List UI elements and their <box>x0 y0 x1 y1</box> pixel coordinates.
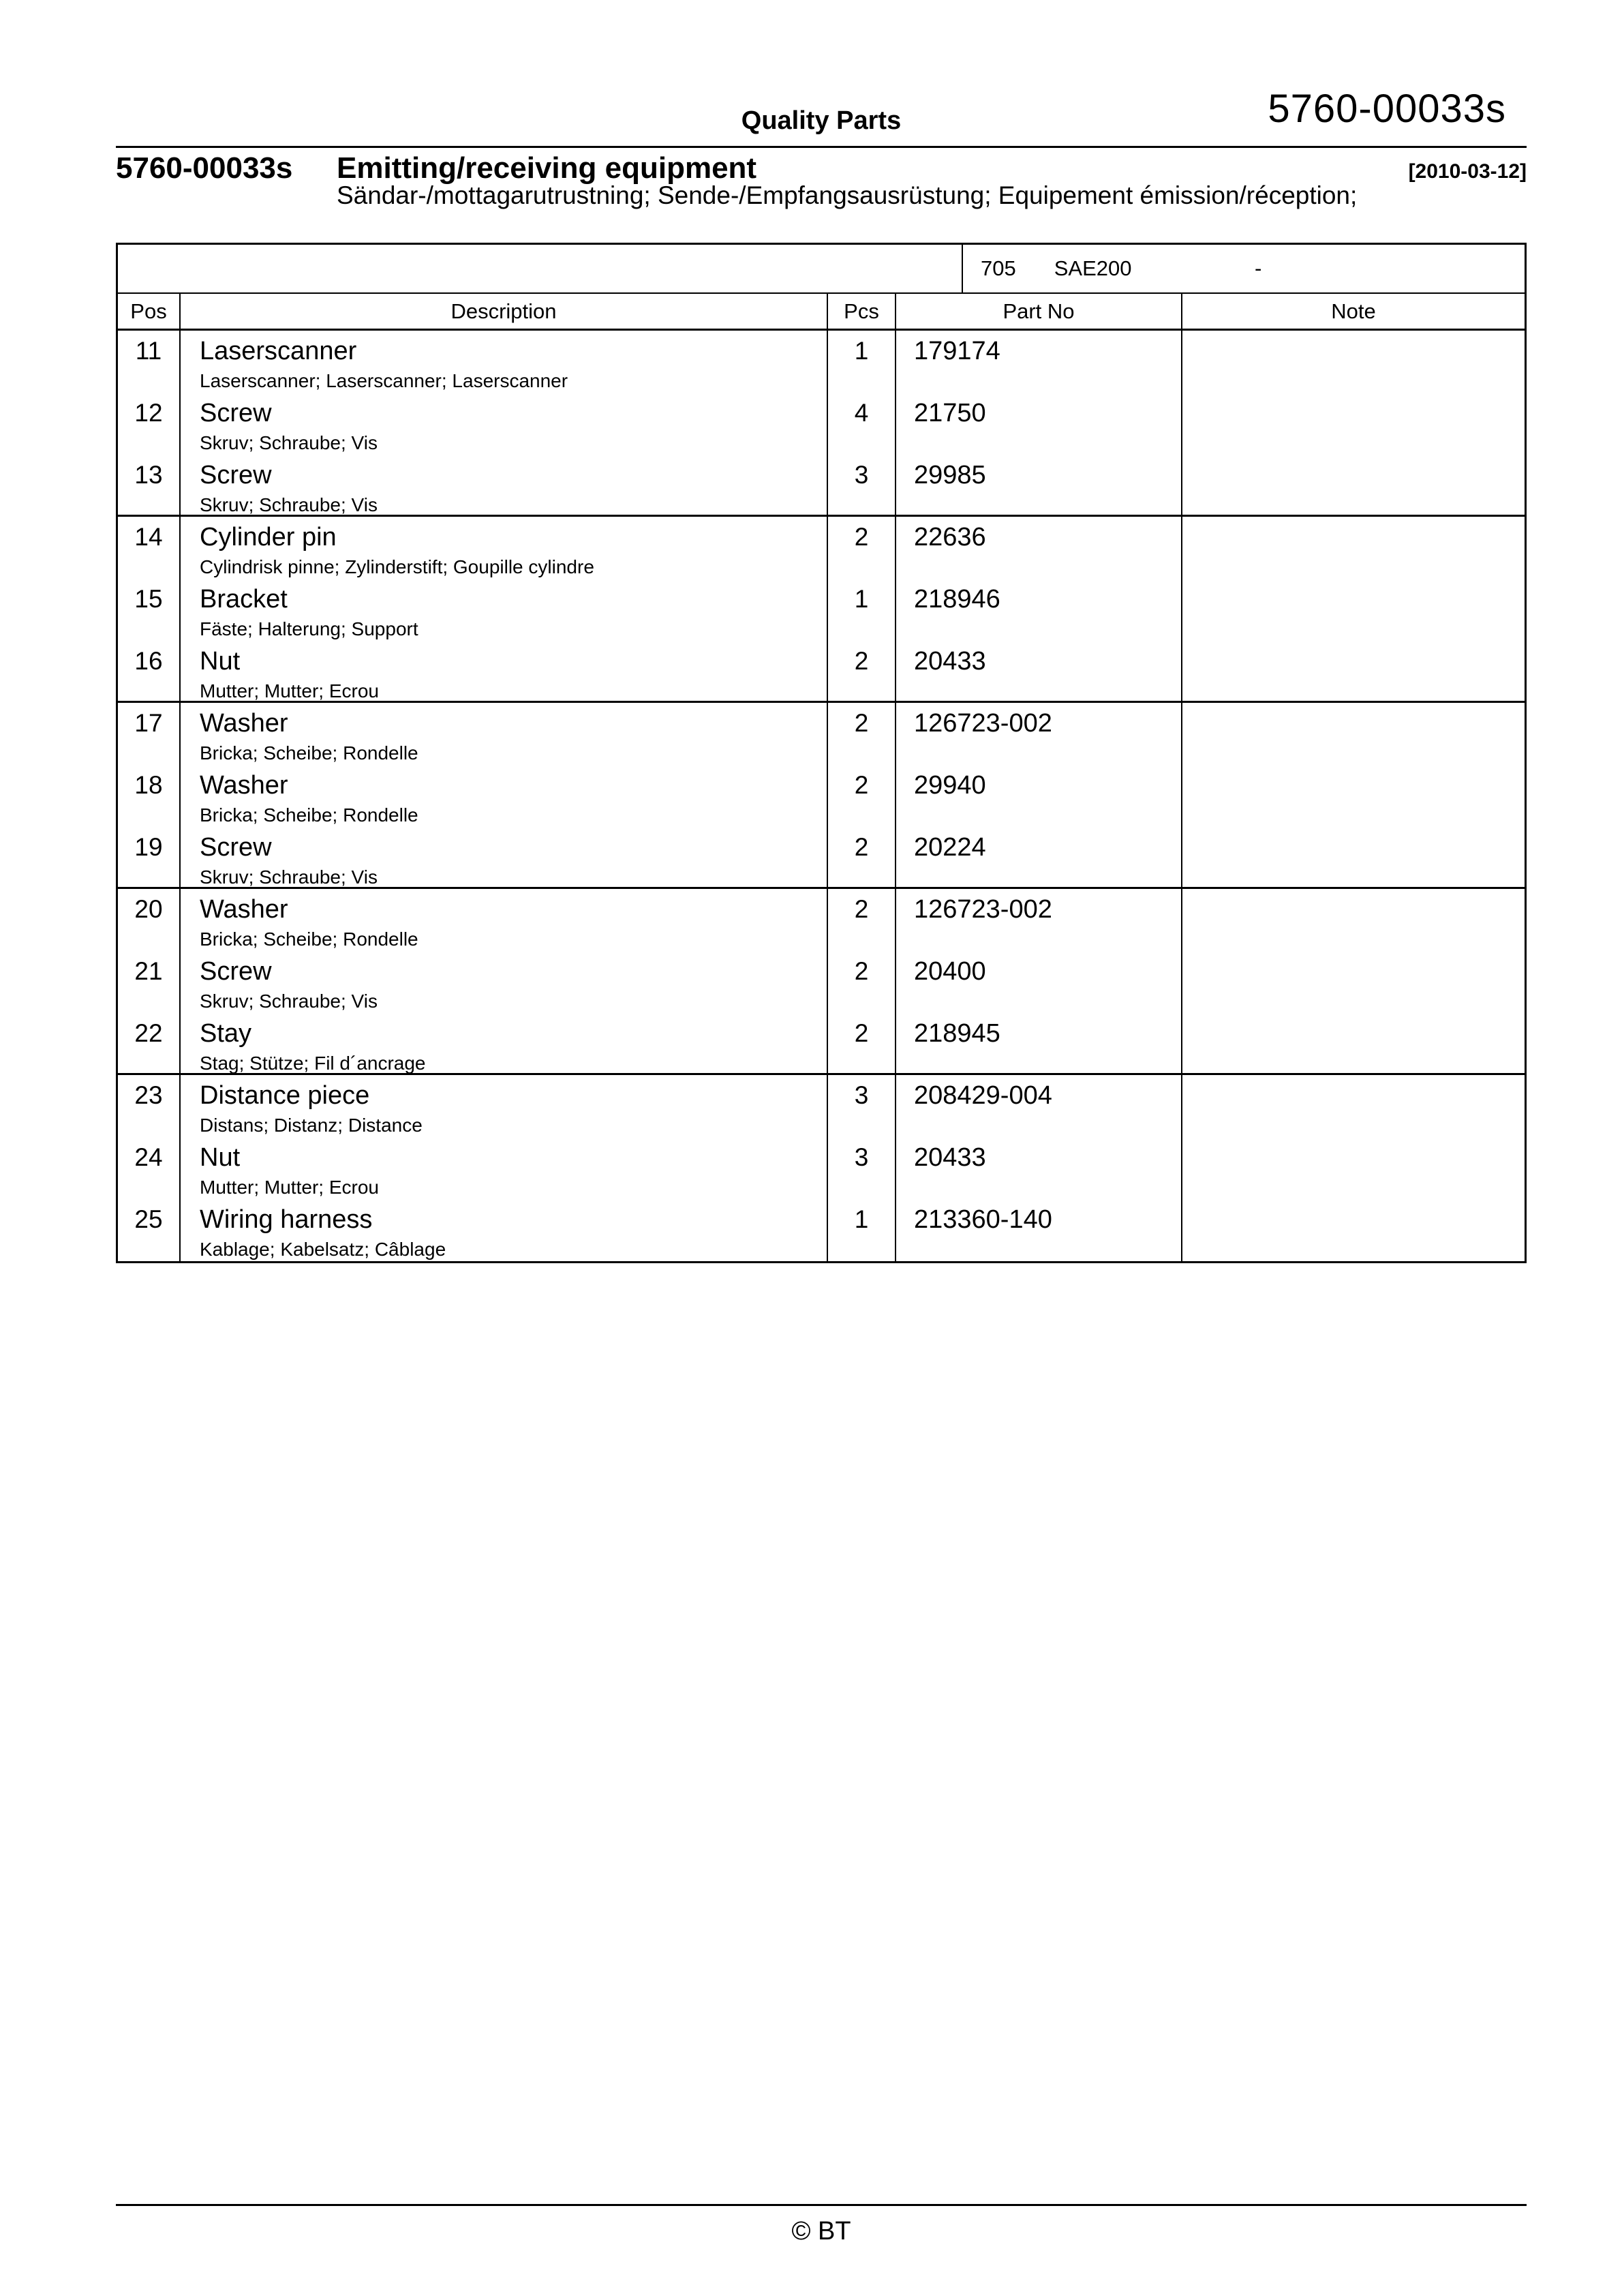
part-no-cell: 126723-002 <box>895 703 1181 765</box>
table-row <box>118 393 1525 455</box>
column-header-note: Note <box>1181 294 1525 329</box>
description-cell <box>179 517 827 579</box>
description-cell <box>179 703 827 765</box>
description-cell <box>179 1075 827 1137</box>
table-row <box>118 455 1525 517</box>
model-row <box>118 245 1525 294</box>
description-main: Nut <box>200 647 241 676</box>
part-no-cell: 22636 <box>895 517 1181 579</box>
column-header-description: Description <box>179 294 827 329</box>
description-cell <box>179 641 827 701</box>
model-name: SAE200 <box>1054 256 1132 280</box>
note-cell <box>1181 455 1525 515</box>
part-no-cell: 20433 <box>895 641 1181 701</box>
description-translations: Skruv; Schraube; Vis <box>200 432 378 453</box>
doc-number-header: 5760-00033s <box>1268 87 1506 131</box>
table-row <box>118 641 1525 703</box>
pos-cell: 13 <box>134 461 163 489</box>
note-cell <box>1181 331 1525 393</box>
pos-cell: 20 <box>134 895 163 923</box>
description-main: Cylinder pin <box>200 523 337 552</box>
part-no-cell: 218946 <box>895 579 1181 641</box>
table-row <box>118 765 1525 827</box>
pcs-cell: 2 <box>827 517 895 579</box>
model-serial-range: - <box>1255 256 1262 280</box>
table-row <box>118 1137 1525 1199</box>
description-translations: Stag; Stütze; Fil d´ancrage <box>200 1053 426 1073</box>
description-cell <box>179 455 827 515</box>
pos-cell: 15 <box>134 585 163 613</box>
description-main: Screw <box>200 399 272 427</box>
part-no-cell: 29985 <box>895 455 1181 515</box>
revision-date: [2010-03-12] <box>1408 160 1527 183</box>
pcs-cell: 1 <box>827 579 895 641</box>
table-row <box>118 827 1525 889</box>
title-doc-number: 5760-00033s <box>116 151 293 185</box>
pcs-cell: 3 <box>827 1075 895 1137</box>
pos-cell: 18 <box>134 771 163 799</box>
pcs-cell: 1 <box>827 1199 895 1261</box>
table-row <box>118 1013 1525 1075</box>
part-no-cell: 208429-004 <box>895 1075 1181 1137</box>
part-no-cell: 218945 <box>895 1013 1181 1073</box>
description-main: Washer <box>200 771 288 800</box>
part-no-cell: 20400 <box>895 951 1181 1013</box>
description-main: Wiring harness <box>200 1205 373 1234</box>
description-translations: Bricka; Scheibe; Rondelle <box>200 804 418 826</box>
pcs-cell: 2 <box>827 889 895 951</box>
note-cell <box>1181 579 1525 641</box>
pos-cell: 23 <box>134 1081 163 1109</box>
note-cell <box>1181 517 1525 579</box>
pcs-cell: 1 <box>827 331 895 393</box>
note-cell <box>1181 1013 1525 1073</box>
table-row <box>118 1199 1525 1261</box>
pcs-cell: 2 <box>827 703 895 765</box>
description-cell <box>179 827 827 887</box>
note-cell <box>1181 703 1525 765</box>
pcs-cell: 2 <box>827 765 895 827</box>
pcs-cell: 2 <box>827 1013 895 1073</box>
note-cell <box>1181 1137 1525 1199</box>
part-no-cell: 20433 <box>895 1137 1181 1199</box>
table-body <box>118 331 1525 1261</box>
description-translations: Bricka; Scheibe; Rondelle <box>200 928 418 950</box>
description-main: Stay <box>200 1019 252 1048</box>
description-cell <box>179 765 827 827</box>
part-no-cell: 213360-140 <box>895 1199 1181 1261</box>
pcs-cell: 2 <box>827 827 895 887</box>
pos-cell: 16 <box>134 647 163 675</box>
pos-cell: 24 <box>134 1143 163 1171</box>
description-translations: Skruv; Schraube; Vis <box>200 866 378 887</box>
table-row <box>118 517 1525 579</box>
table-header-row <box>118 294 1525 331</box>
description-cell <box>179 331 827 393</box>
pcs-cell: 4 <box>827 393 895 455</box>
title-translations: Sändar-/mottagarutrustning; Sende-/Empfangsausrüstung; Equipement émission/réception; <box>337 181 1358 209</box>
pos-cell: 22 <box>134 1019 163 1047</box>
model-code: 705 <box>981 256 1016 280</box>
description-main: Washer <box>200 895 288 924</box>
description-main: Laserscanner <box>200 337 357 365</box>
pos-cell: 12 <box>134 399 163 427</box>
model-cell <box>962 245 1525 292</box>
description-cell <box>179 889 827 951</box>
brand-title: Quality Parts <box>741 106 902 135</box>
description-translations: Laserscanner; Laserscanner; Laserscanner <box>200 370 568 391</box>
description-main: Screw <box>200 833 272 862</box>
description-translations: Bricka; Scheibe; Rondelle <box>200 742 418 764</box>
description-cell <box>179 1199 827 1261</box>
description-translations: Skruv; Schraube; Vis <box>200 991 378 1012</box>
table-row <box>118 703 1525 765</box>
description-cell <box>179 951 827 1013</box>
pos-cell: 21 <box>134 957 163 985</box>
column-header-part-no: Part No <box>895 294 1181 329</box>
description-cell <box>179 579 827 641</box>
description-translations: Mutter; Mutter; Ecrou <box>200 680 379 701</box>
part-no-cell: 29940 <box>895 765 1181 827</box>
note-cell <box>1181 889 1525 951</box>
note-cell <box>1181 393 1525 455</box>
pcs-cell: 2 <box>827 641 895 701</box>
description-translations: Mutter; Mutter; Ecrou <box>200 1177 379 1198</box>
pos-cell: 25 <box>134 1205 163 1233</box>
pos-cell: 19 <box>134 833 163 861</box>
table-row <box>118 331 1525 393</box>
description-translations: Kablage; Kabelsatz; Câblage <box>200 1239 446 1260</box>
description-translations: Distans; Distanz; Distance <box>200 1115 423 1136</box>
table-row <box>118 951 1525 1013</box>
table-row <box>118 1075 1525 1137</box>
note-cell <box>1181 1075 1525 1137</box>
table-row <box>118 889 1525 951</box>
copyright: © BT <box>791 2217 851 2246</box>
description-main: Screw <box>200 461 272 489</box>
description-main: Screw <box>200 957 272 986</box>
table-row <box>118 579 1525 641</box>
pcs-cell: 2 <box>827 951 895 1013</box>
part-no-cell: 126723-002 <box>895 889 1181 951</box>
title-row <box>116 151 1527 185</box>
pos-cell: 11 <box>135 337 162 365</box>
page-title: Emitting/receiving equipment <box>337 151 757 185</box>
description-cell <box>179 1013 827 1073</box>
description-translations: Fäste; Halterung; Support <box>200 618 418 639</box>
parts-table <box>116 243 1527 1263</box>
pos-cell: 14 <box>134 523 163 551</box>
note-cell <box>1181 827 1525 887</box>
pos-cell: 17 <box>134 709 163 737</box>
note-cell <box>1181 765 1525 827</box>
column-header-pcs: Pcs <box>827 294 895 329</box>
pcs-cell: 3 <box>827 455 895 515</box>
part-no-cell: 179174 <box>895 331 1181 393</box>
note-cell <box>1181 951 1525 1013</box>
part-no-cell: 21750 <box>895 393 1181 455</box>
description-translations: Cylindrisk pinne; Zylinderstift; Goupille cylindre <box>200 556 594 577</box>
note-cell <box>1181 1199 1525 1261</box>
note-cell <box>1181 641 1525 701</box>
header-rule <box>116 146 1527 148</box>
pcs-cell: 3 <box>827 1137 895 1199</box>
description-main: Bracket <box>200 585 288 614</box>
footer-rule <box>116 2204 1527 2206</box>
description-main: Nut <box>200 1143 241 1172</box>
description-main: Distance piece <box>200 1081 370 1110</box>
description-cell <box>179 1137 827 1199</box>
description-cell <box>179 393 827 455</box>
column-header-pos: Pos <box>130 299 167 323</box>
description-translations: Skruv; Schraube; Vis <box>200 494 378 515</box>
description-main: Washer <box>200 709 288 738</box>
part-no-cell: 20224 <box>895 827 1181 887</box>
